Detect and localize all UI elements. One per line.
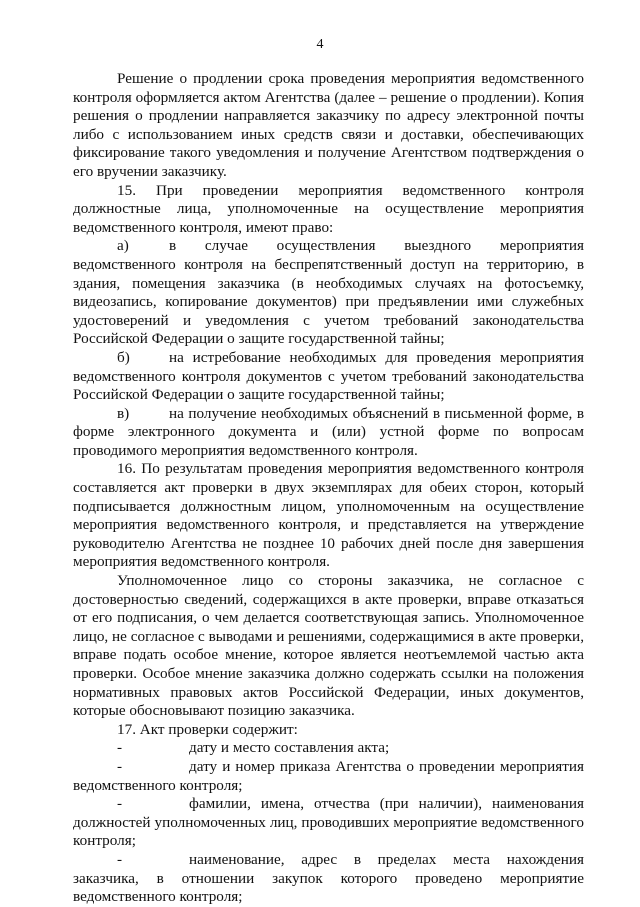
dash-item xyxy=(73,851,584,907)
dash-item-text: фамилии, имена, отчества (при наличии), наименования должностей уполномоченных лиц, проводивших мероприятие ведомственного контроля; xyxy=(73,795,584,850)
paragraph: 15. При проведении мероприятия ведомственного контроля должностные лица, уполномоченные на осуществление мероприятия ведомственного контроля, имеют право: xyxy=(73,181,584,236)
document-body xyxy=(73,70,584,907)
dash-item xyxy=(73,758,584,795)
list-item xyxy=(73,405,584,461)
list-item-label: б) xyxy=(117,348,130,366)
paragraph: 17. Акт проверки содержит: xyxy=(117,720,298,738)
dash-marker: - xyxy=(117,795,123,813)
paragraph: 16. По результатам проведения мероприятия ведомственного контроля составляется акт проверки в двух экземплярах для обеих сторон, который подписывается должностным лицом, уполномоченным на осуществление мероприятия ведомственного контроля, и представляется на утверждение руководителю Агентства не позднее 10 рабочих дней после дня завершения мероприятия ведомственного контроля. xyxy=(73,460,584,571)
paragraph: Уполномоченное лицо со стороны заказчика, не согласное с достоверностью сведений, содержащихся в акте проверки, вправе отказаться от его подписания, о чем делается соответствующая запись. Уполномоченное лицо, не согласное с выводами и решениями, содержащимися в акте проверки, вправе подать особое мнение, которое является неотъемлемой частью акта проверки. Особое мнение заказчика должно содержать ссылки на положения нормативных правовых актов Российской Федерации, иных документов, которые обосновывают позицию заказчика. xyxy=(73,572,584,720)
page-number: 4 xyxy=(316,37,324,52)
dash-marker: - xyxy=(117,739,123,757)
paragraph: Решение о продлении срока проведения мероприятия ведомственного контроля оформляется актом Агентства (далее – решение о продлении). Копия решения о продлении направляется заказчику по адресу электронной почты либо с использованием иных средств связи и доставки, обеспечивающих фиксирование такого уведомления и получение Агентством подтверждения о его вручении заказчику. xyxy=(73,70,584,180)
list-item-text: в случае осуществления выездного мероприятия ведомственного контроля на беспрепятственный доступ на территорию, в здания, помещения заказчика (в необходимых случаях на фотосъемку, видеозапись, копирование документов) при предъявлении ими служебных удостоверений и уведомления с учетом требований законодательства Российской Федерации о защите государственной тайны; xyxy=(73,237,584,348)
dash-item-text: дату и номер приказа Агентства о проведении мероприятия ведомственного контроля; xyxy=(73,757,584,794)
list-item-label: а) xyxy=(117,237,129,255)
dash-item-text: дату и место составления акта; xyxy=(189,739,390,757)
dash-item xyxy=(73,739,584,758)
list-item-text: на истребование необходимых для проведения мероприятия ведомственного контроля документов с учетом требований законодательства Российской Федерации о защите государственной тайны; xyxy=(73,348,584,404)
dash-marker: - xyxy=(117,850,123,868)
list-item xyxy=(73,349,584,405)
dash-marker: - xyxy=(117,757,123,775)
list-item-text: на получение необходимых объяснений в письменной форме, в форме электронного документа и (или) устной форме по вопросам проводимого мероприятия ведомственного контроля. xyxy=(73,404,584,459)
list-item-label: в) xyxy=(117,404,130,422)
dash-item xyxy=(73,795,584,851)
dash-item-text: наименование, адрес в пределах места нахождения заказчика, в отношении закупок которого проведено мероприятие ведомственного контроля; xyxy=(73,850,584,906)
list-item xyxy=(73,237,584,349)
